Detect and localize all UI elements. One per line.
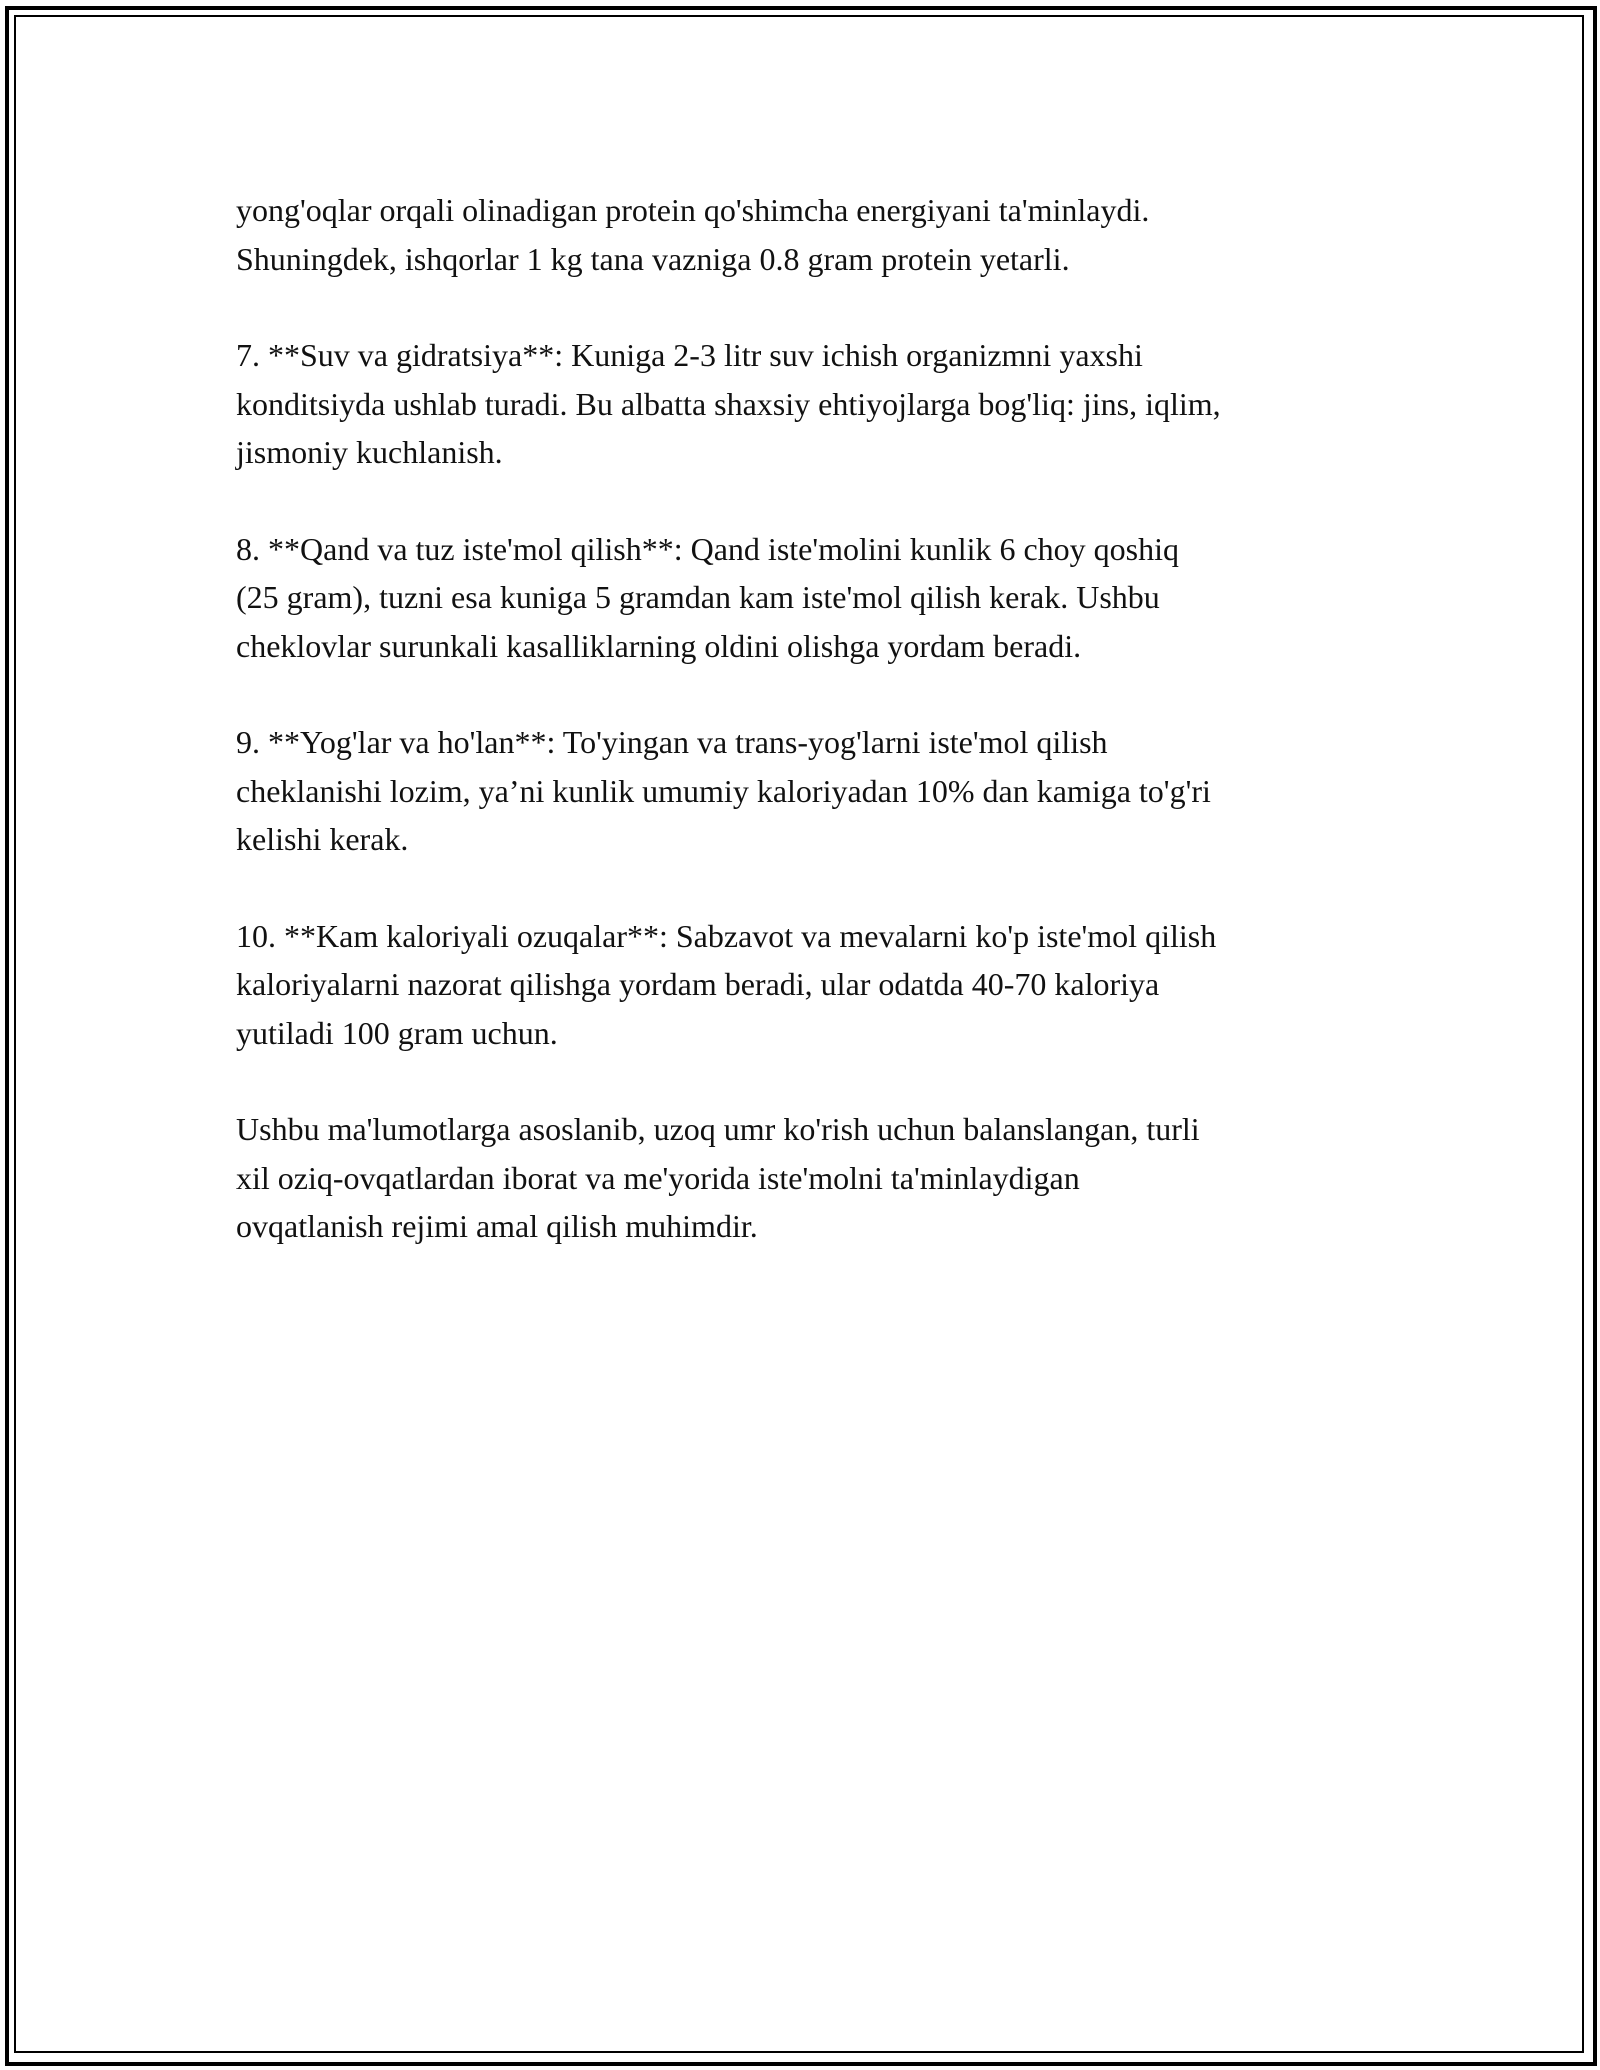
text-line: kaloriyalarni nazorat qilishga yordam beradi, ular odatda 40-70 kaloriya bbox=[236, 966, 1160, 1002]
paragraph-item-8-sugar-salt bbox=[236, 525, 1386, 671]
text-line: kelishi kerak. bbox=[236, 821, 409, 857]
text-line: yutiladi 100 gram uchun. bbox=[236, 1014, 558, 1051]
text-line: yong'oqlar orqali olinadigan protein qo'shimcha energiyani ta'minlaydi. bbox=[236, 192, 1150, 228]
text-line: cheklanishi lozim, ya’ni kunlik umumiy kaloriyadan 10% dan kamiga to'g'ri bbox=[236, 772, 1211, 809]
text-line: xil oziq-ovqatlardan iborat va me'yorida iste'molni ta'minlaydigan bbox=[236, 1159, 1080, 1196]
paragraph-conclusion bbox=[236, 1105, 1386, 1251]
document-body bbox=[236, 186, 1386, 1299]
text-line: 7. **Suv va gidratsiya**: Kuniga 2-3 litr suv ichish organizmni yaxshi bbox=[236, 337, 1143, 373]
text-line: Shuningdek, ishqorlar 1 kg tana vazniga 0.8 gram protein yetarli. bbox=[236, 240, 1070, 277]
text-line: 10. **Kam kaloriyali ozuqalar**: Sabzavot va mevalarni ko'p iste'mol qilish bbox=[236, 917, 1217, 954]
text-line: ovqatlanish rejimi amal qilish muhimdir. bbox=[236, 1208, 758, 1244]
text-line: 8. **Qand va tuz iste'mol qilish**: Qand iste'molini kunlik 6 choy qoshiq bbox=[236, 530, 1180, 567]
text-line: cheklovlar surunkali kasalliklarning oldini olishga yordam beradi. bbox=[236, 627, 1082, 664]
paragraph-item-9-fats bbox=[236, 718, 1386, 864]
text-line: jismoniy kuchlanish. bbox=[236, 434, 503, 470]
text-line: 9. **Yog'lar va ho'lan**: To'yingan va trans-yog'larni iste'mol qilish bbox=[236, 724, 1108, 760]
paragraph-protein-continuation bbox=[236, 186, 1386, 283]
paragraph-item-10-low-calorie bbox=[236, 912, 1386, 1058]
text-line: Ushbu ma'lumotlarga asoslanib, uzoq umr ko'rish uchun balanslangan, turli bbox=[236, 1111, 1200, 1147]
paragraph-item-7-hydration bbox=[236, 331, 1386, 477]
text-line: konditsiyda ushlab turadi. Bu albatta shaxsiy ehtiyojlarga bog'liq: jins, iqlim, bbox=[236, 385, 1221, 422]
text-line: (25 gram), tuzni esa kuniga 5 gramdan kam iste'mol qilish kerak. Ushbu bbox=[236, 579, 1160, 615]
